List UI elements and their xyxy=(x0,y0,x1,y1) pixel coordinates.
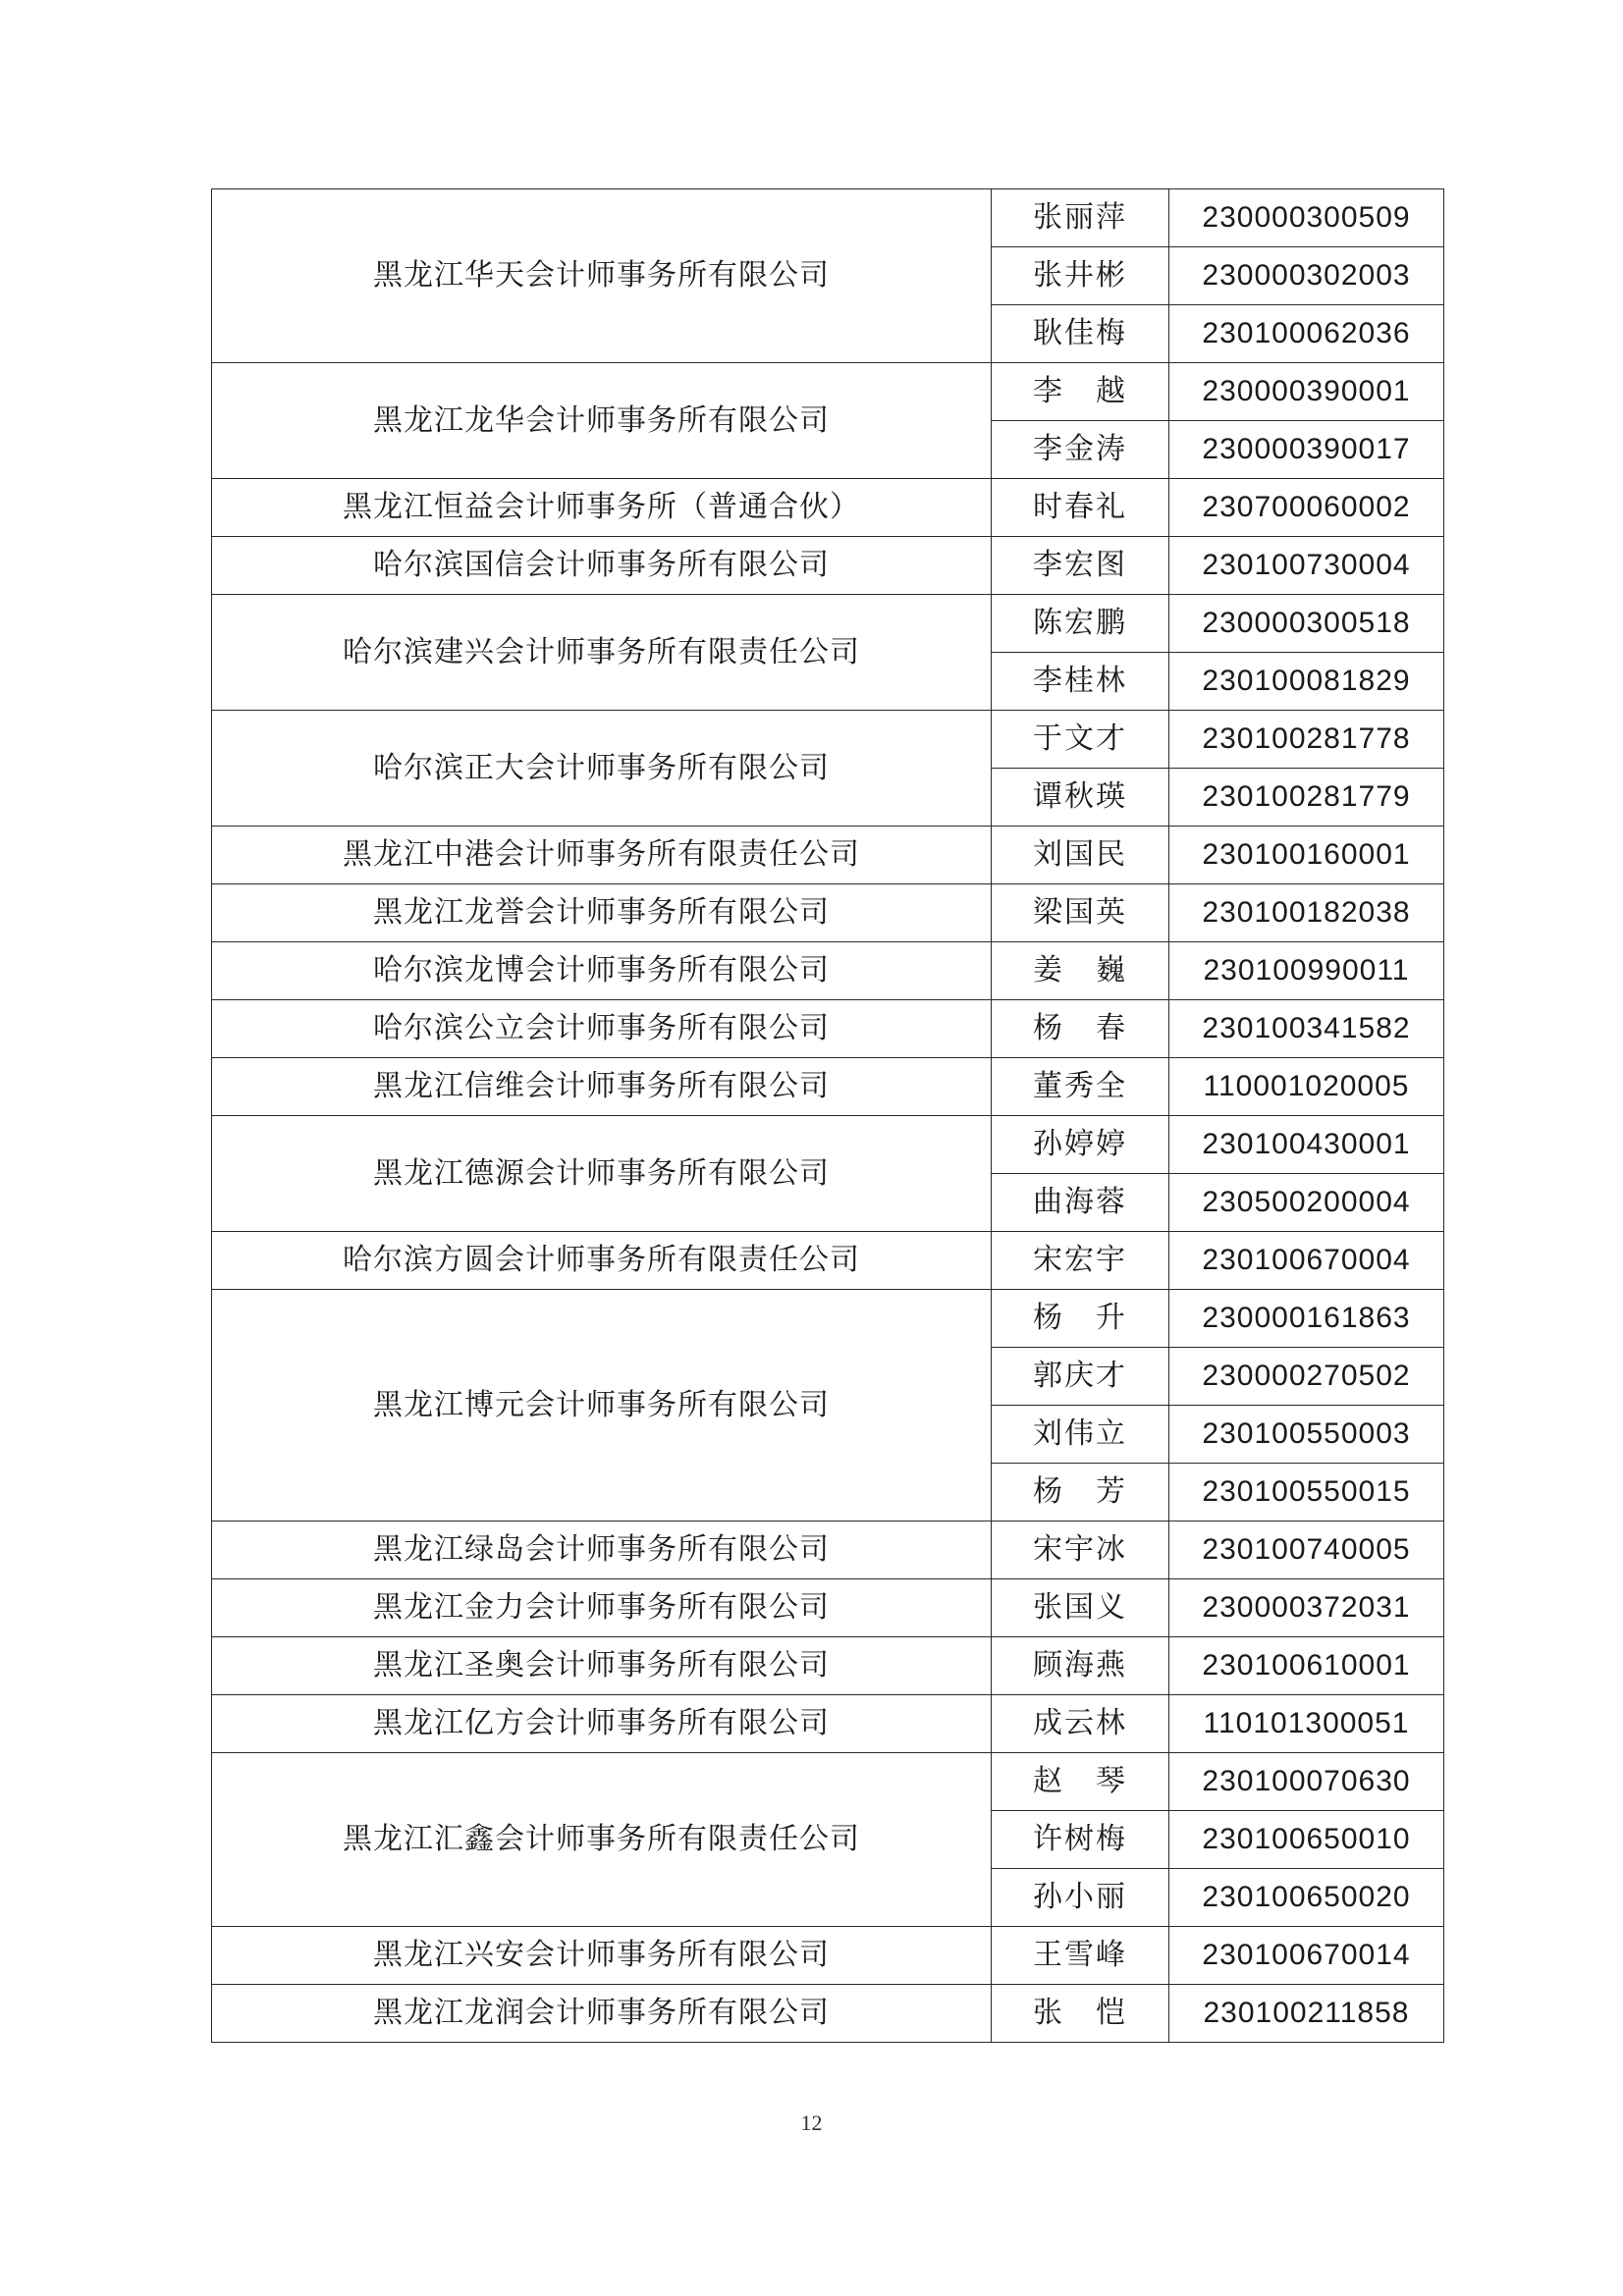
table-row xyxy=(212,1000,1444,1058)
table-row xyxy=(212,1927,1444,1985)
certificate-number-cell: 230700060002 xyxy=(1169,479,1444,537)
firm-name-cell: 黑龙江中港会计师事务所有限责任公司 xyxy=(212,827,992,884)
table-row xyxy=(212,827,1444,884)
certificate-number-cell: 230100990011 xyxy=(1169,942,1444,1000)
accountant-registry-table xyxy=(211,188,1444,2043)
firm-name-cell: 黑龙江德源会计师事务所有限公司 xyxy=(212,1116,992,1232)
accountant-name-cell: 李桂林 xyxy=(992,653,1169,711)
certificate-number-cell: 230000390017 xyxy=(1169,421,1444,479)
certificate-number-cell: 230100281778 xyxy=(1169,711,1444,769)
certificate-number-cell: 230000372031 xyxy=(1169,1579,1444,1637)
certificate-number-cell: 230100070630 xyxy=(1169,1753,1444,1811)
table-row xyxy=(212,1579,1444,1637)
accountant-name-cell: 姜 巍 xyxy=(992,942,1169,1000)
accountant-name-cell: 王雪峰 xyxy=(992,1927,1169,1985)
table-row xyxy=(212,479,1444,537)
certificate-number-cell: 230100610001 xyxy=(1169,1637,1444,1695)
firm-name-cell: 黑龙江亿方会计师事务所有限公司 xyxy=(212,1695,992,1753)
firm-name-cell: 黑龙江金力会计师事务所有限公司 xyxy=(212,1579,992,1637)
table-row xyxy=(212,1058,1444,1116)
firm-name-cell: 黑龙江龙誉会计师事务所有限公司 xyxy=(212,884,992,942)
certificate-number-cell: 230100281779 xyxy=(1169,769,1444,827)
accountant-name-cell: 梁国英 xyxy=(992,884,1169,942)
firm-name-cell: 黑龙江龙华会计师事务所有限公司 xyxy=(212,363,992,479)
table-row xyxy=(212,1695,1444,1753)
accountant-name-cell: 陈宏鹏 xyxy=(992,595,1169,653)
firm-name-cell: 黑龙江汇鑫会计师事务所有限责任公司 xyxy=(212,1753,992,1927)
accountant-name-cell: 杨 升 xyxy=(992,1290,1169,1348)
accountant-name-cell: 张丽萍 xyxy=(992,189,1169,247)
certificate-number-cell: 230100182038 xyxy=(1169,884,1444,942)
certificate-number-cell: 230100550003 xyxy=(1169,1406,1444,1464)
table-row xyxy=(212,595,1444,653)
table-row xyxy=(212,1637,1444,1695)
accountant-name-cell: 李宏图 xyxy=(992,537,1169,595)
accountant-name-cell: 赵 琴 xyxy=(992,1753,1169,1811)
accountant-name-cell: 耿佳梅 xyxy=(992,305,1169,363)
certificate-number-cell: 230100730004 xyxy=(1169,537,1444,595)
certificate-number-cell: 230000300509 xyxy=(1169,189,1444,247)
table-row xyxy=(212,884,1444,942)
table-row xyxy=(212,1522,1444,1579)
accountant-name-cell: 杨 春 xyxy=(992,1000,1169,1058)
firm-name-cell: 哈尔滨国信会计师事务所有限公司 xyxy=(212,537,992,595)
accountant-name-cell: 许树梅 xyxy=(992,1811,1169,1869)
table-row xyxy=(212,1232,1444,1290)
table-row xyxy=(212,1116,1444,1174)
firm-name-cell: 哈尔滨龙博会计师事务所有限公司 xyxy=(212,942,992,1000)
accountant-name-cell: 成云林 xyxy=(992,1695,1169,1753)
certificate-number-cell: 230100341582 xyxy=(1169,1000,1444,1058)
table-row xyxy=(212,1290,1444,1348)
page-number: 12 xyxy=(800,2110,823,2135)
certificate-number-cell: 230100650010 xyxy=(1169,1811,1444,1869)
certificate-number-cell: 230100081829 xyxy=(1169,653,1444,711)
accountant-name-cell: 张国义 xyxy=(992,1579,1169,1637)
accountant-name-cell: 张 恺 xyxy=(992,1985,1169,2043)
firm-name-cell: 黑龙江圣奥会计师事务所有限公司 xyxy=(212,1637,992,1695)
accountant-name-cell: 杨 芳 xyxy=(992,1464,1169,1522)
certificate-number-cell: 230100740005 xyxy=(1169,1522,1444,1579)
accountant-name-cell: 宋宏宇 xyxy=(992,1232,1169,1290)
certificate-number-cell: 230500200004 xyxy=(1169,1174,1444,1232)
firm-name-cell: 哈尔滨方圆会计师事务所有限责任公司 xyxy=(212,1232,992,1290)
table-row xyxy=(212,363,1444,421)
certificate-number-cell: 230100160001 xyxy=(1169,827,1444,884)
firm-name-cell: 黑龙江博元会计师事务所有限公司 xyxy=(212,1290,992,1522)
accountant-name-cell: 董秀全 xyxy=(992,1058,1169,1116)
firm-name-cell: 黑龙江龙润会计师事务所有限公司 xyxy=(212,1985,992,2043)
accountant-name-cell: 谭秋瑛 xyxy=(992,769,1169,827)
certificate-number-cell: 230100650020 xyxy=(1169,1869,1444,1927)
accountant-name-cell: 张井彬 xyxy=(992,247,1169,305)
certificate-number-cell: 230100211858 xyxy=(1169,1985,1444,2043)
certificate-number-cell: 230000302003 xyxy=(1169,247,1444,305)
accountant-name-cell: 李金涛 xyxy=(992,421,1169,479)
table-row xyxy=(212,537,1444,595)
certificate-number-cell: 230000390001 xyxy=(1169,363,1444,421)
accountant-name-cell: 郭庆才 xyxy=(992,1348,1169,1406)
certificate-number-cell: 110001020005 xyxy=(1169,1058,1444,1116)
accountant-name-cell: 时春礼 xyxy=(992,479,1169,537)
certificate-number-cell: 230100670014 xyxy=(1169,1927,1444,1985)
table-row xyxy=(212,1985,1444,2043)
accountant-name-cell: 于文才 xyxy=(992,711,1169,769)
table-row xyxy=(212,711,1444,769)
firm-name-cell: 黑龙江绿岛会计师事务所有限公司 xyxy=(212,1522,992,1579)
certificate-number-cell: 110101300051 xyxy=(1169,1695,1444,1753)
firm-name-cell: 哈尔滨建兴会计师事务所有限责任公司 xyxy=(212,595,992,711)
table-row xyxy=(212,189,1444,247)
firm-name-cell: 黑龙江华天会计师事务所有限公司 xyxy=(212,189,992,363)
firm-name-cell: 黑龙江信维会计师事务所有限公司 xyxy=(212,1058,992,1116)
accountant-name-cell: 顾海燕 xyxy=(992,1637,1169,1695)
certificate-number-cell: 230000270502 xyxy=(1169,1348,1444,1406)
accountant-name-cell: 刘国民 xyxy=(992,827,1169,884)
table-row xyxy=(212,942,1444,1000)
certificate-number-cell: 230100430001 xyxy=(1169,1116,1444,1174)
certificate-number-cell: 230000161863 xyxy=(1169,1290,1444,1348)
accountant-name-cell: 刘伟立 xyxy=(992,1406,1169,1464)
accountant-name-cell: 孙小丽 xyxy=(992,1869,1169,1927)
firm-name-cell: 黑龙江恒益会计师事务所（普通合伙） xyxy=(212,479,992,537)
table-row xyxy=(212,1753,1444,1811)
accountant-name-cell: 李 越 xyxy=(992,363,1169,421)
registry-table-body xyxy=(212,189,1444,2043)
accountant-name-cell: 曲海蓉 xyxy=(992,1174,1169,1232)
accountant-name-cell: 宋宇冰 xyxy=(992,1522,1169,1579)
certificate-number-cell: 230000300518 xyxy=(1169,595,1444,653)
firm-name-cell: 哈尔滨公立会计师事务所有限公司 xyxy=(212,1000,992,1058)
firm-name-cell: 黑龙江兴安会计师事务所有限公司 xyxy=(212,1927,992,1985)
firm-name-cell: 哈尔滨正大会计师事务所有限公司 xyxy=(212,711,992,827)
certificate-number-cell: 230100062036 xyxy=(1169,305,1444,363)
certificate-number-cell: 230100670004 xyxy=(1169,1232,1444,1290)
certificate-number-cell: 230100550015 xyxy=(1169,1464,1444,1522)
accountant-name-cell: 孙婷婷 xyxy=(992,1116,1169,1174)
